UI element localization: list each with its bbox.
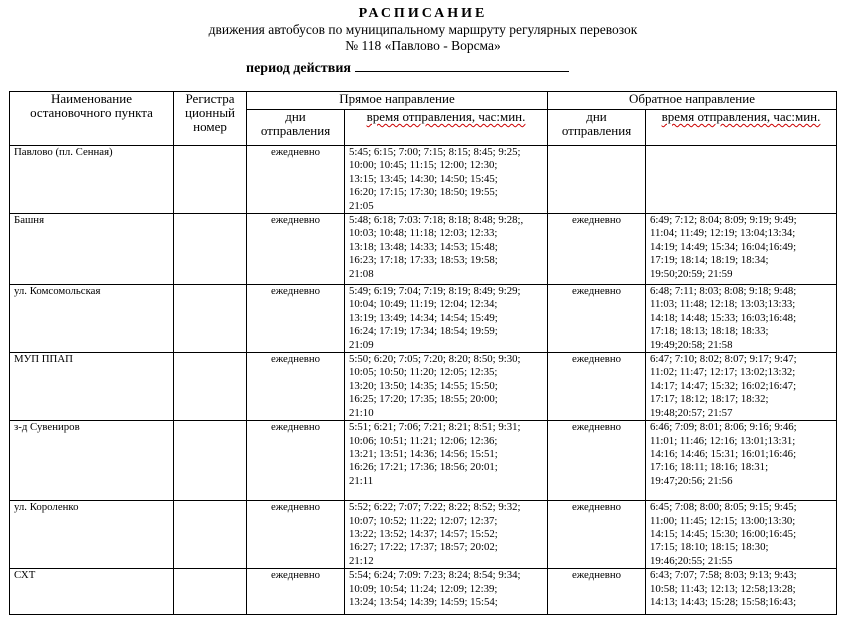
route-number: № 118 «Павлово - Ворсма» [345,38,501,53]
forward-times-cell: 5:50; 6:20; 7:05; 7:20; 8:20; 8:50; 9:30; 10:05; 10:50; 11:20; 12:05; 12:35; 13:20; 13:50; 14:35; 14:55; 15:50; 16:25; 17:20; 17:35; 18:55; 20:00; 21:10 [345,353,548,421]
table-row [10,285,837,353]
table-row [10,214,837,285]
backward-times-cell: 6:49; 7:12; 8:04; 8:09; 9:19; 9:49; 11:04; 11:49; 12:19; 13:04;13:34; 14:19; 14:49; 15:34; 16:04;16:49; 17:19; 18:14; 18:19; 18:34; 19:50;20:59; 21:59 [646,214,837,285]
forward-times-cell: 5:54; 6:24; 7:09: 7:23; 8:24; 8:54; 9:34; 10:09; 10:54; 11:24; 12:09; 12:39; 13:24; 13:54; 14:39; 14:59; 15:54; [345,569,548,615]
backward-times-cell: 6:46; 7:09; 8:01; 8:06; 9:16; 9:46; 11:01; 11:46; 12:16; 13:01;13:31; 14:16; 14:46; 15:31; 16:01;16:46; 17:16; 18:11; 18:16; 18:31; 19:47;20:56; 21:56 [646,421,837,501]
period-label: период действия [246,61,351,76]
table-row [10,353,837,421]
stop-name-cell: ул. Комсомольская [10,285,174,353]
forward-times-cell: 5:49; 6:19; 7:04; 7:19; 8:19; 8:49; 9:29; 10:04; 10:49; 11:19; 12:04; 12:34; 13:19; 13:49; 14:34; 14:54; 15:49; 16:24; 17:19; 17:34; 18:54; 19:59; 21:09 [345,285,548,353]
header-backward-direction: Обратное направление [548,92,837,110]
backward-times-cell [646,146,837,214]
table-row [10,146,837,214]
header-forward-direction: Прямое направление [247,92,548,110]
forward-days-cell: ежедневно [247,146,345,214]
backward-times-cell: 6:47; 7:10; 8:02; 8:07; 9:17; 9:47; 11:02; 11:47; 12:17; 13:02;13:32; 14:17; 14:47; 15:32; 16:02;16:47; 17:17; 18:12; 18:17; 18:32; 19:48;20:57; 21:57 [646,353,837,421]
header-forward-days: дни отправления [247,110,345,146]
forward-times-cell: 5:52; 6:22; 7:07; 7:22; 8:22; 8:52; 9:32; 10:07; 10:52; 11:22; 12:07; 12:37; 13:22; 13:52; 14:37; 14:57; 15:52; 16:27; 17:22; 17:37; 18:57; 20:02; 21:12 [345,501,548,569]
backward-days-cell: ежедневно [548,421,646,501]
reg-number-cell [174,285,247,353]
stop-name-cell: МУП ППАП [10,353,174,421]
backward-times-cell: 6:43; 7:07; 7:58; 8:03; 9:13; 9:43; 10:58; 11:43; 12:13; 12:58;13:28; 14:13; 14:43; 15:28; 15:58;16:43; [646,569,837,615]
forward-days-cell: ежедневно [247,285,345,353]
forward-times-cell: 5:45; 6:15; 7:00; 7:15; 8:15; 8:45; 9:25; 10:00; 10:45; 11:15; 12:00; 12:30; 13:15; 13:45; 14:30; 14:50; 15:45; 16:20; 17:15; 17:30; 18:50; 19:55; 21:05 [345,146,548,214]
reg-number-cell [174,353,247,421]
period-blank-line [355,57,569,72]
forward-times-cell: 5:51; 6:21; 7:06; 7:21; 8:21; 8:51; 9:31; 10:06; 10:51; 11:21; 12:06; 12:36; 13:21; 13:51; 14:36; 14:56; 15:51; 16:26; 17:21; 17:36; 18:56; 20:01; 21:11 [345,421,548,501]
backward-days-cell: ежедневно [548,353,646,421]
backward-times-cell: 6:45; 7:08; 8:00; 8:05; 9:15; 9:45; 11:00; 11:45; 12:15; 13:00;13:30; 14:15; 14:45; 15:30; 16:00;16:45; 17:15; 18:10; 18:15; 18:30; 19:46;20:55; 21:55 [646,501,837,569]
backward-days-cell: ежедневно [548,285,646,353]
header-backward-days: дни отправления [548,110,646,146]
backward-days-cell: ежедневно [548,501,646,569]
forward-days-cell: ежедневно [247,353,345,421]
reg-number-cell [174,421,247,501]
table-row [10,501,837,569]
doc-subtitle: движения автобусов по муниципальному маршруту регулярных перевозок [208,22,638,37]
backward-days-cell: ежедневно [548,214,646,285]
reg-number-cell [174,146,247,214]
schedule-table [9,91,837,615]
forward-days-cell: ежедневно [247,569,345,615]
backward-times-cell: 6:48; 7:11; 8:03; 8:08; 9:18; 9:48; 11:03; 11:48; 12:18; 13:03;13:33; 14:18; 14:48; 15:33; 16:03;16:48; 17:18; 18:13; 18:18; 18:33; 19:49;20:58; 21:58 [646,285,837,353]
doc-title: РАСПИСАНИЕ [358,6,488,21]
forward-times-cell: 5:48; 6:18; 7:03: 7:18; 8:18; 8:48; 9:28;, 10:03; 10:48; 11:18; 12:03; 12:33; 13:18; 13:48; 14:33; 14:53; 15:48; 16:23; 17:18; 17:33; 18:53; 19:58; 21:08 [345,214,548,285]
stop-name-cell: з-д Сувениров [10,421,174,501]
forward-days-cell: ежедневно [247,501,345,569]
stop-name-cell: Павлово (пл. Сенная) [10,146,174,214]
validity-period [246,57,586,77]
header-stop-name: Наименование остановочного пункта [10,92,174,146]
header-backward-time: время отправления, час:мин. [646,110,837,146]
header-reg-number: Регистра ционный номер [174,92,247,146]
forward-days-cell: ежедневно [247,214,345,285]
header-forward-time: время отправления, час:мин. [345,110,548,146]
table-row [10,569,837,615]
stop-name-cell: Башня [10,214,174,285]
reg-number-cell [174,214,247,285]
stop-name-cell: СХТ [10,569,174,615]
reg-number-cell [174,501,247,569]
stop-name-cell: ул. Короленко [10,501,174,569]
reg-number-cell [174,569,247,615]
table-row [10,421,837,501]
forward-days-cell: ежедневно [247,421,345,501]
backward-days-cell [548,146,646,214]
backward-days-cell: ежедневно [548,569,646,615]
